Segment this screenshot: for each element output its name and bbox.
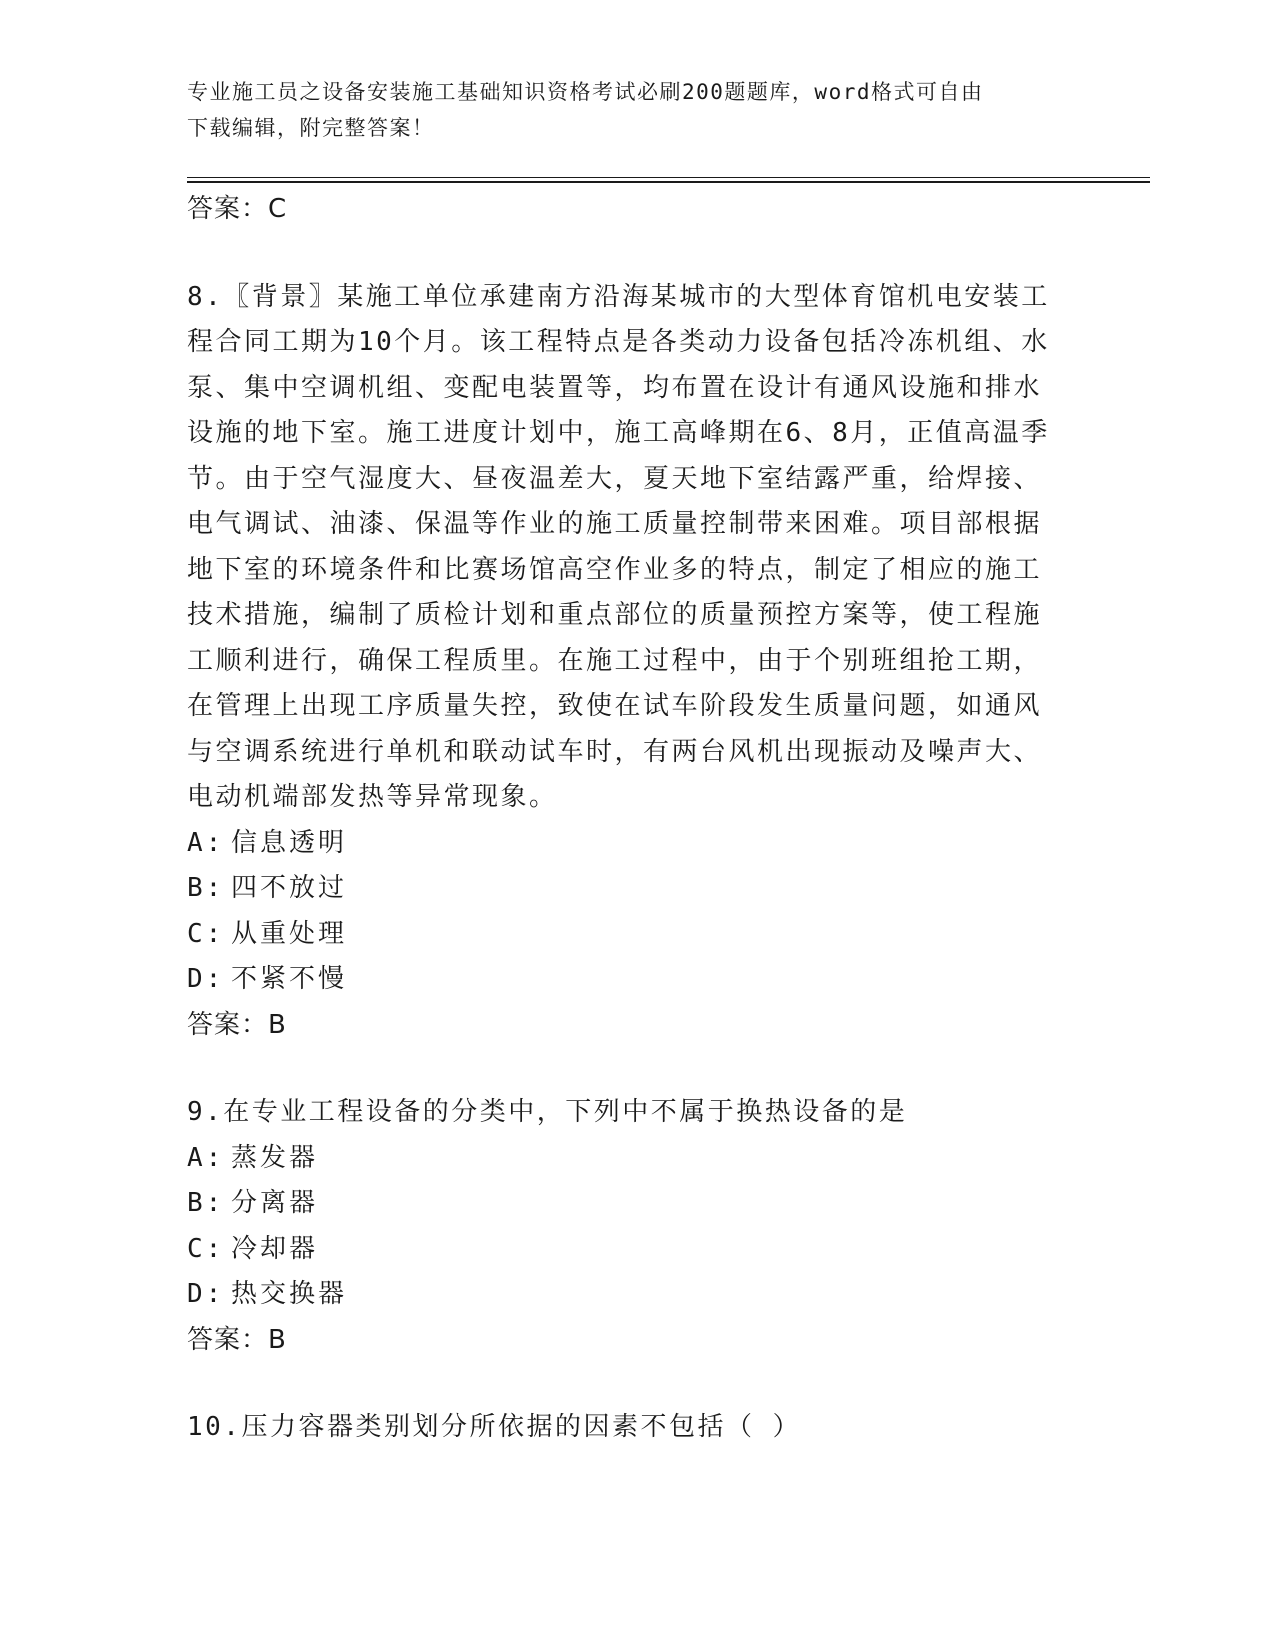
option-text: 信息透明 [231,827,348,858]
option-a [187,821,1067,867]
page-header [187,74,1087,146]
option-letter: C: [187,918,225,949]
option-d [187,957,1067,1003]
option-c [187,1227,1067,1273]
header-divider [187,177,1150,183]
question-stem: 8.〖背景〗某施工单位承建南方沿海某城市的大型体育馆机电安装工程合同工期为10个月。该工程特点是各类动力设备包括冷冻机组、水泵、集中空调机组、变配电装置等，均布置在设计有通风设施和排水设施的地下室。施工进度计划中，施工高峰期在6、8月，正值高温季节。由于空气湿度大、昼夜温差大，夏天地下室结露严重，给焊接、电气调试、油漆、保温等作业的施工质量控制带来困难。项目部根据地下室的环境条件和比赛场馆高空作业多的特点，制定了相应的施工技术措施，编制了质检计划和重点部位的质量预控方案等，使工程施工顺利进行，确保工程质里。在施工过程中，由于个别班组抢工期，在管理上出现工序质量失控，致使在试车阶段发生质量问题，如通风与空调系统进行单机和联动试车时，有两台风机出现振动及噪声大、电动机端部发热等异常现象。 [187,281,1050,812]
option-letter: A: [187,1142,225,1173]
option-d [187,1272,1067,1318]
option-letter: D: [187,1279,225,1309]
option-letter: B: [187,1188,225,1218]
option-letter: D: [187,964,225,994]
answer-line: 答案：B [187,1009,287,1040]
question-stem: 10.压力容器类别划分所依据的因素不包括（ ） [187,1412,802,1442]
option-text: 从重处理 [231,918,348,949]
document-body [187,187,1067,1451]
option-text: 冷却器 [231,1233,319,1264]
question-10 [187,1405,1067,1451]
option-a [187,1136,1067,1182]
option-letter: A: [187,827,225,858]
option-b [187,866,1067,912]
option-c [187,912,1067,958]
question-9 [187,1090,1067,1363]
option-text: 分离器 [231,1188,319,1218]
option-text: 不紧不慢 [231,964,348,994]
option-text: 热交换器 [231,1279,348,1309]
answer-line: 答案：B [187,1324,287,1355]
header-line-1: 专业施工员之设备安装施工基础知识资格考试必刷200题题库，word格式可自由 [187,80,984,104]
option-b [187,1181,1067,1227]
question-8 [187,275,1067,1049]
option-text: 四不放过 [231,873,348,903]
header-line-2: 下载编辑，附完整答案！ [187,116,435,140]
previous-answer: 答案：C [187,194,288,224]
question-stem: 9.在专业工程设备的分类中，下列中不属于换热设备的是 [187,1097,908,1127]
option-letter: C: [187,1233,225,1264]
option-text: 蒸发器 [231,1142,319,1173]
option-letter: B: [187,873,225,903]
